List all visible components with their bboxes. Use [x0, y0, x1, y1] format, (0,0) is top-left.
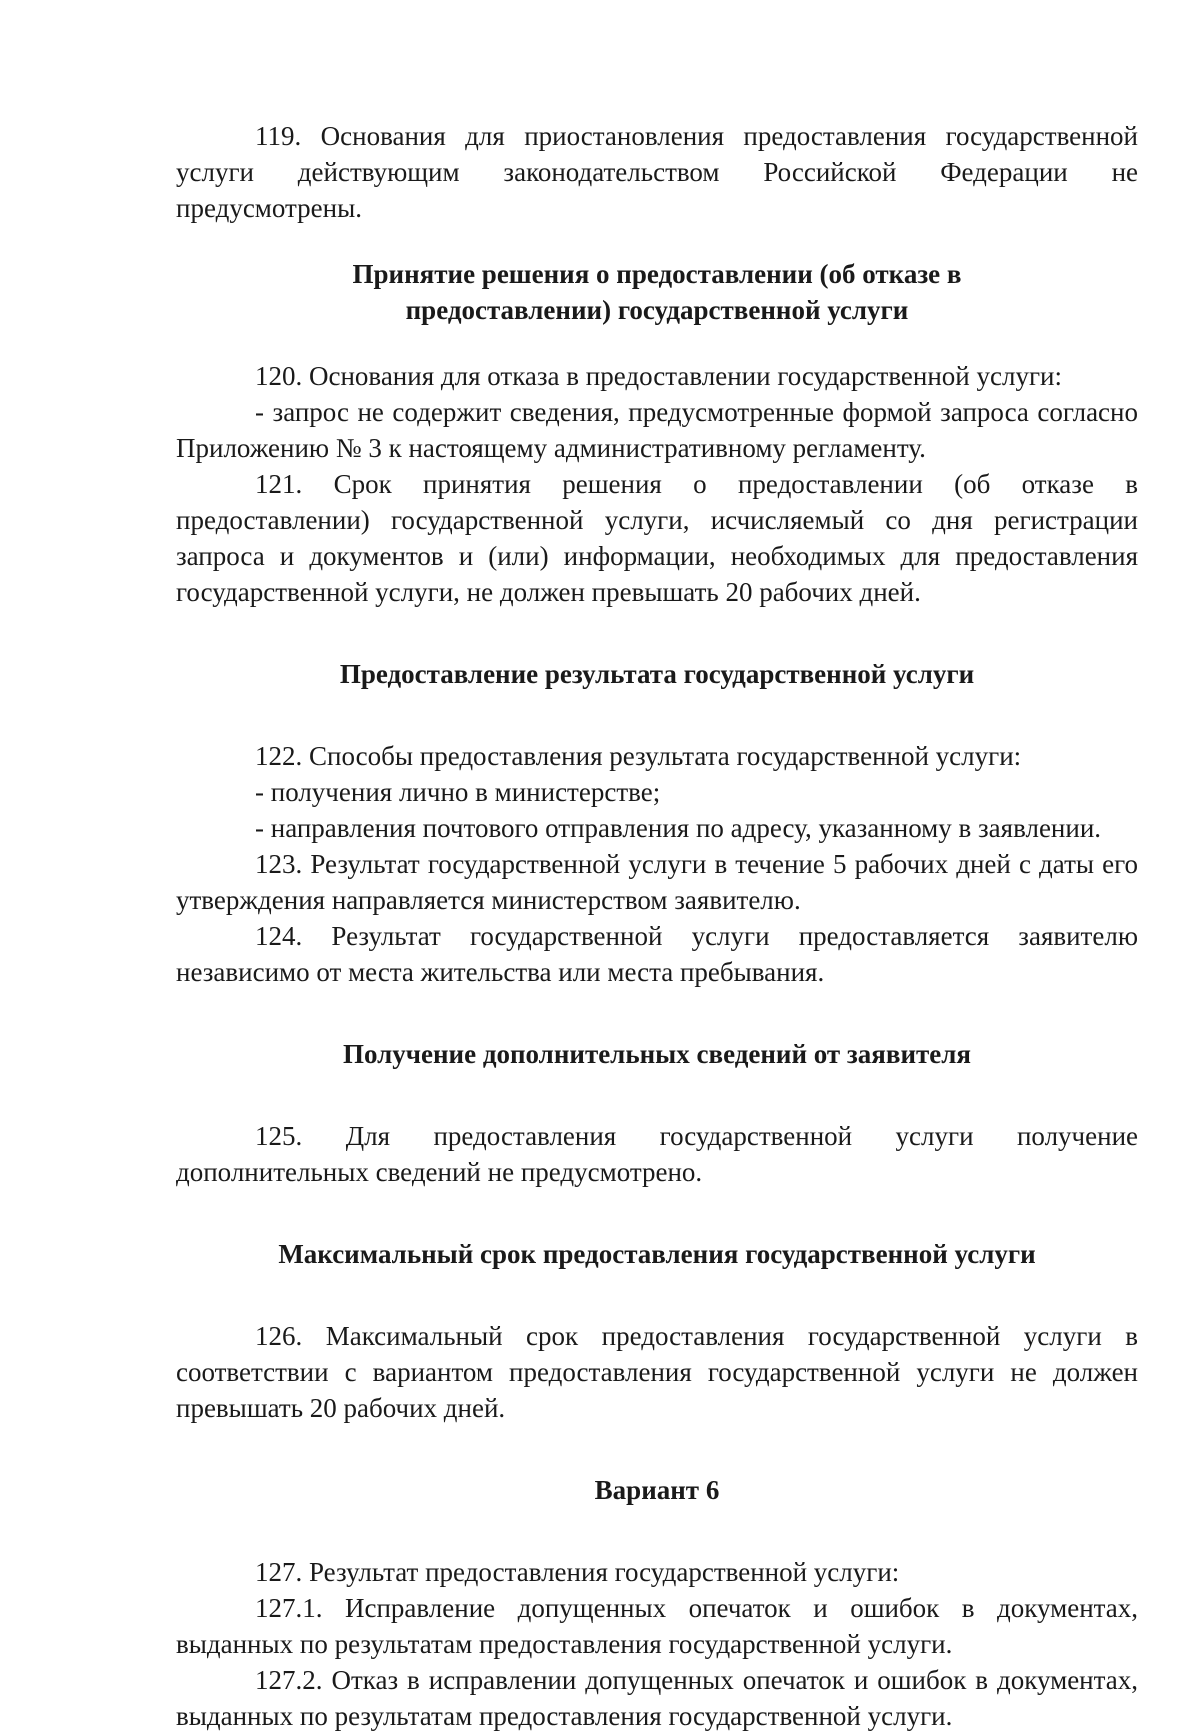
paragraph-122: 122. Способы предоставления результата государственной услуги: — [255, 741, 1022, 771]
paragraph-120-item: - запрос не содержит сведения, предусмотренные формой запроса согласно Приложению № 3 к настоящему административному регламенту. — [176, 397, 1138, 463]
section-heading-result: Предоставление результата государственной услуги — [339, 659, 975, 689]
paragraph-121: 121. Срок принятия решения о предоставлении (об отказе в предоставлении) государственной услуги, исчисляемый со дня регистрации запроса и документов и (или) информации, необходимых для предоставления государственной услуги, не должен превышать 20 рабочих дней. — [176, 469, 1138, 607]
paragraph-125: 125. Для предоставления государственной услуги получение дополнительных сведений не предусмотрено. — [176, 1121, 1138, 1187]
paragraph-124: 124. Результат государственной услуги предоставляется заявителю независимо от места жительства или места пребывания. — [176, 921, 1138, 987]
section-heading-max-term: Максимальный срок предоставления государственной услуги — [278, 1239, 1036, 1269]
section-heading-additional-info: Получение дополнительных сведений от заявителя — [342, 1039, 972, 1069]
paragraph-126: 126. Максимальный срок предоставления государственной услуги в соответствии с вариантом предоставления государственной услуги не должен превышать 20 рабочих дней. — [176, 1321, 1138, 1423]
section-heading-decision: Принятие решения о предоставлении (об отказе в предоставлении) государственной услуги — [352, 259, 962, 325]
paragraph-127-2: 127.2. Отказ в исправлении допущенных опечаток и ошибок в документах, выданных по результатам предоставления государственной услуги. — [176, 1665, 1138, 1731]
paragraph-127: 127. Результат предоставления государственной услуги: — [255, 1557, 900, 1587]
section-heading-variant-6: Вариант 6 — [594, 1475, 720, 1505]
paragraph-120: 120. Основания для отказа в предоставлении государственной услуги: — [255, 361, 1062, 391]
paragraph-127-1: 127.1. Исправление допущенных опечаток и ошибок в документах, выданных по результатам предоставления государственной услуги. — [176, 1593, 1138, 1659]
document-body — [176, 118, 1138, 1734]
paragraph-119: 119. Основания для приостановления предоставления государственной услуги действующим законодательством Российской Федерации не предусмотрены. — [176, 121, 1138, 223]
paragraph-122-item-1: - получения лично в министерстве; — [255, 777, 661, 807]
paragraph-123: 123. Результат государственной услуги в течение 5 рабочих дней с даты его утверждения направляется министерством заявителю. — [176, 849, 1138, 915]
paragraph-122-item-2: - направления почтового отправления по адресу, указанному в заявлении. — [255, 813, 1102, 843]
